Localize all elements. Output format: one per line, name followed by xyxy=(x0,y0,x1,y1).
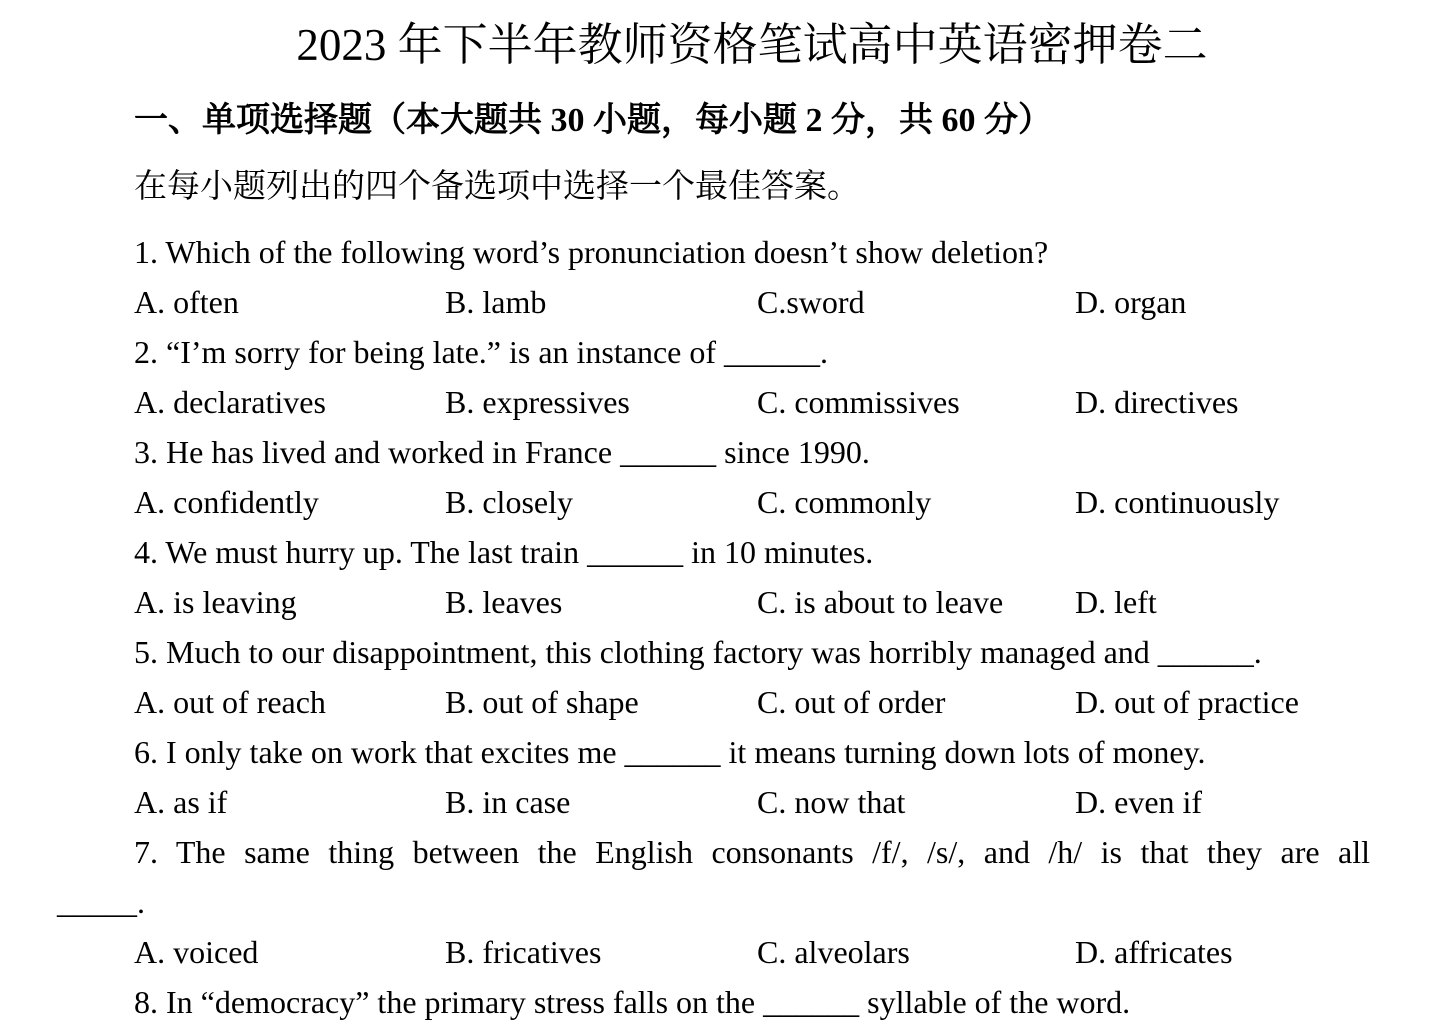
question-4-options xyxy=(134,577,1370,627)
question-4-option-c: C. is about to leave xyxy=(757,584,1004,620)
question-6-option-d: D. even if xyxy=(1075,784,1203,820)
question-1-options xyxy=(134,277,1370,327)
question-2-option-a: A. declaratives xyxy=(134,384,326,420)
question-5-option-b: B. out of shape xyxy=(445,684,639,720)
question-2-option-c: C. commissives xyxy=(757,384,960,420)
question-stem-2: 2. “I’m sorry for being late.” is an instance of ______. xyxy=(134,334,829,370)
question-stem-4: 4. We must hurry up. The last train ______ in 10 minutes. xyxy=(134,534,874,570)
question-6-option-a: A. as if xyxy=(134,784,228,820)
question-6-option-b: B. in case xyxy=(445,784,571,820)
question-4-option-a: A. is leaving xyxy=(134,584,297,620)
question-stem-6: 6. I only take on work that excites me ______ it means turning down lots of money. xyxy=(134,734,1206,770)
question-stem-8: 8. In “democracy” the primary stress falls on the ______ syllable of the word. xyxy=(134,984,1131,1020)
question-1-option-d: D. organ xyxy=(1075,284,1187,320)
question-3-options xyxy=(134,477,1370,527)
question-2-options xyxy=(134,377,1370,427)
question-6-option-c: C. now that xyxy=(757,784,906,820)
section-heading: 一、单项选择题（本大题共 30 小题，每小题 2 分，共 60 分） xyxy=(134,102,1052,139)
section-instructions: 在每小题列出的四个备选项中选择一个最佳答案。 xyxy=(134,169,860,205)
question-5-option-c: C. out of order xyxy=(757,684,946,720)
question-7-option-b: B. fricatives xyxy=(445,934,602,970)
question-list xyxy=(57,227,1370,1026)
question-1-option-b: B. lamb xyxy=(445,284,547,320)
question-2-option-d: D. directives xyxy=(1075,384,1239,420)
question-1-option-a: A. often xyxy=(134,284,239,320)
question-5-option-d: D. out of practice xyxy=(1075,684,1299,720)
question-5-option-a: A. out of reach xyxy=(134,684,326,720)
question-1-option-c: C.sword xyxy=(757,284,865,320)
question-3-option-c: C. commonly xyxy=(757,484,932,520)
question-stem-7-line-2: _____. xyxy=(57,884,145,920)
question-7-options xyxy=(134,927,1370,977)
question-stem-7-line-1: 7. The same thing between the English consonants /f/, /s/, and /h/ is that they are all xyxy=(134,834,1370,870)
question-7-option-d: D. affricates xyxy=(1075,934,1233,970)
question-2-option-b: B. expressives xyxy=(445,384,630,420)
question-4-option-d: D. left xyxy=(1075,584,1157,620)
question-7-option-c: C. alveolars xyxy=(757,934,910,970)
question-3-option-a: A. confidently xyxy=(134,484,319,520)
question-3-option-b: B. closely xyxy=(445,484,573,520)
question-4-option-b: B. leaves xyxy=(445,584,563,620)
page-title: 2023 年下半年教师资格笔试高中英语密押卷二 xyxy=(296,20,1208,70)
question-stem-3: 3. He has lived and worked in France ______ since 1990. xyxy=(134,434,870,470)
question-5-options xyxy=(134,677,1370,727)
question-3-option-d: D. continuously xyxy=(1075,484,1280,520)
document-content xyxy=(57,0,1370,1026)
question-7-option-a: A. voiced xyxy=(134,934,259,970)
question-6-options xyxy=(134,777,1370,827)
question-stem-1: 1. Which of the following word’s pronunciation doesn’t show deletion? xyxy=(134,234,1049,270)
question-stem-5: 5. Much to our disappointment, this clothing factory was horribly managed and ______. xyxy=(134,634,1262,670)
